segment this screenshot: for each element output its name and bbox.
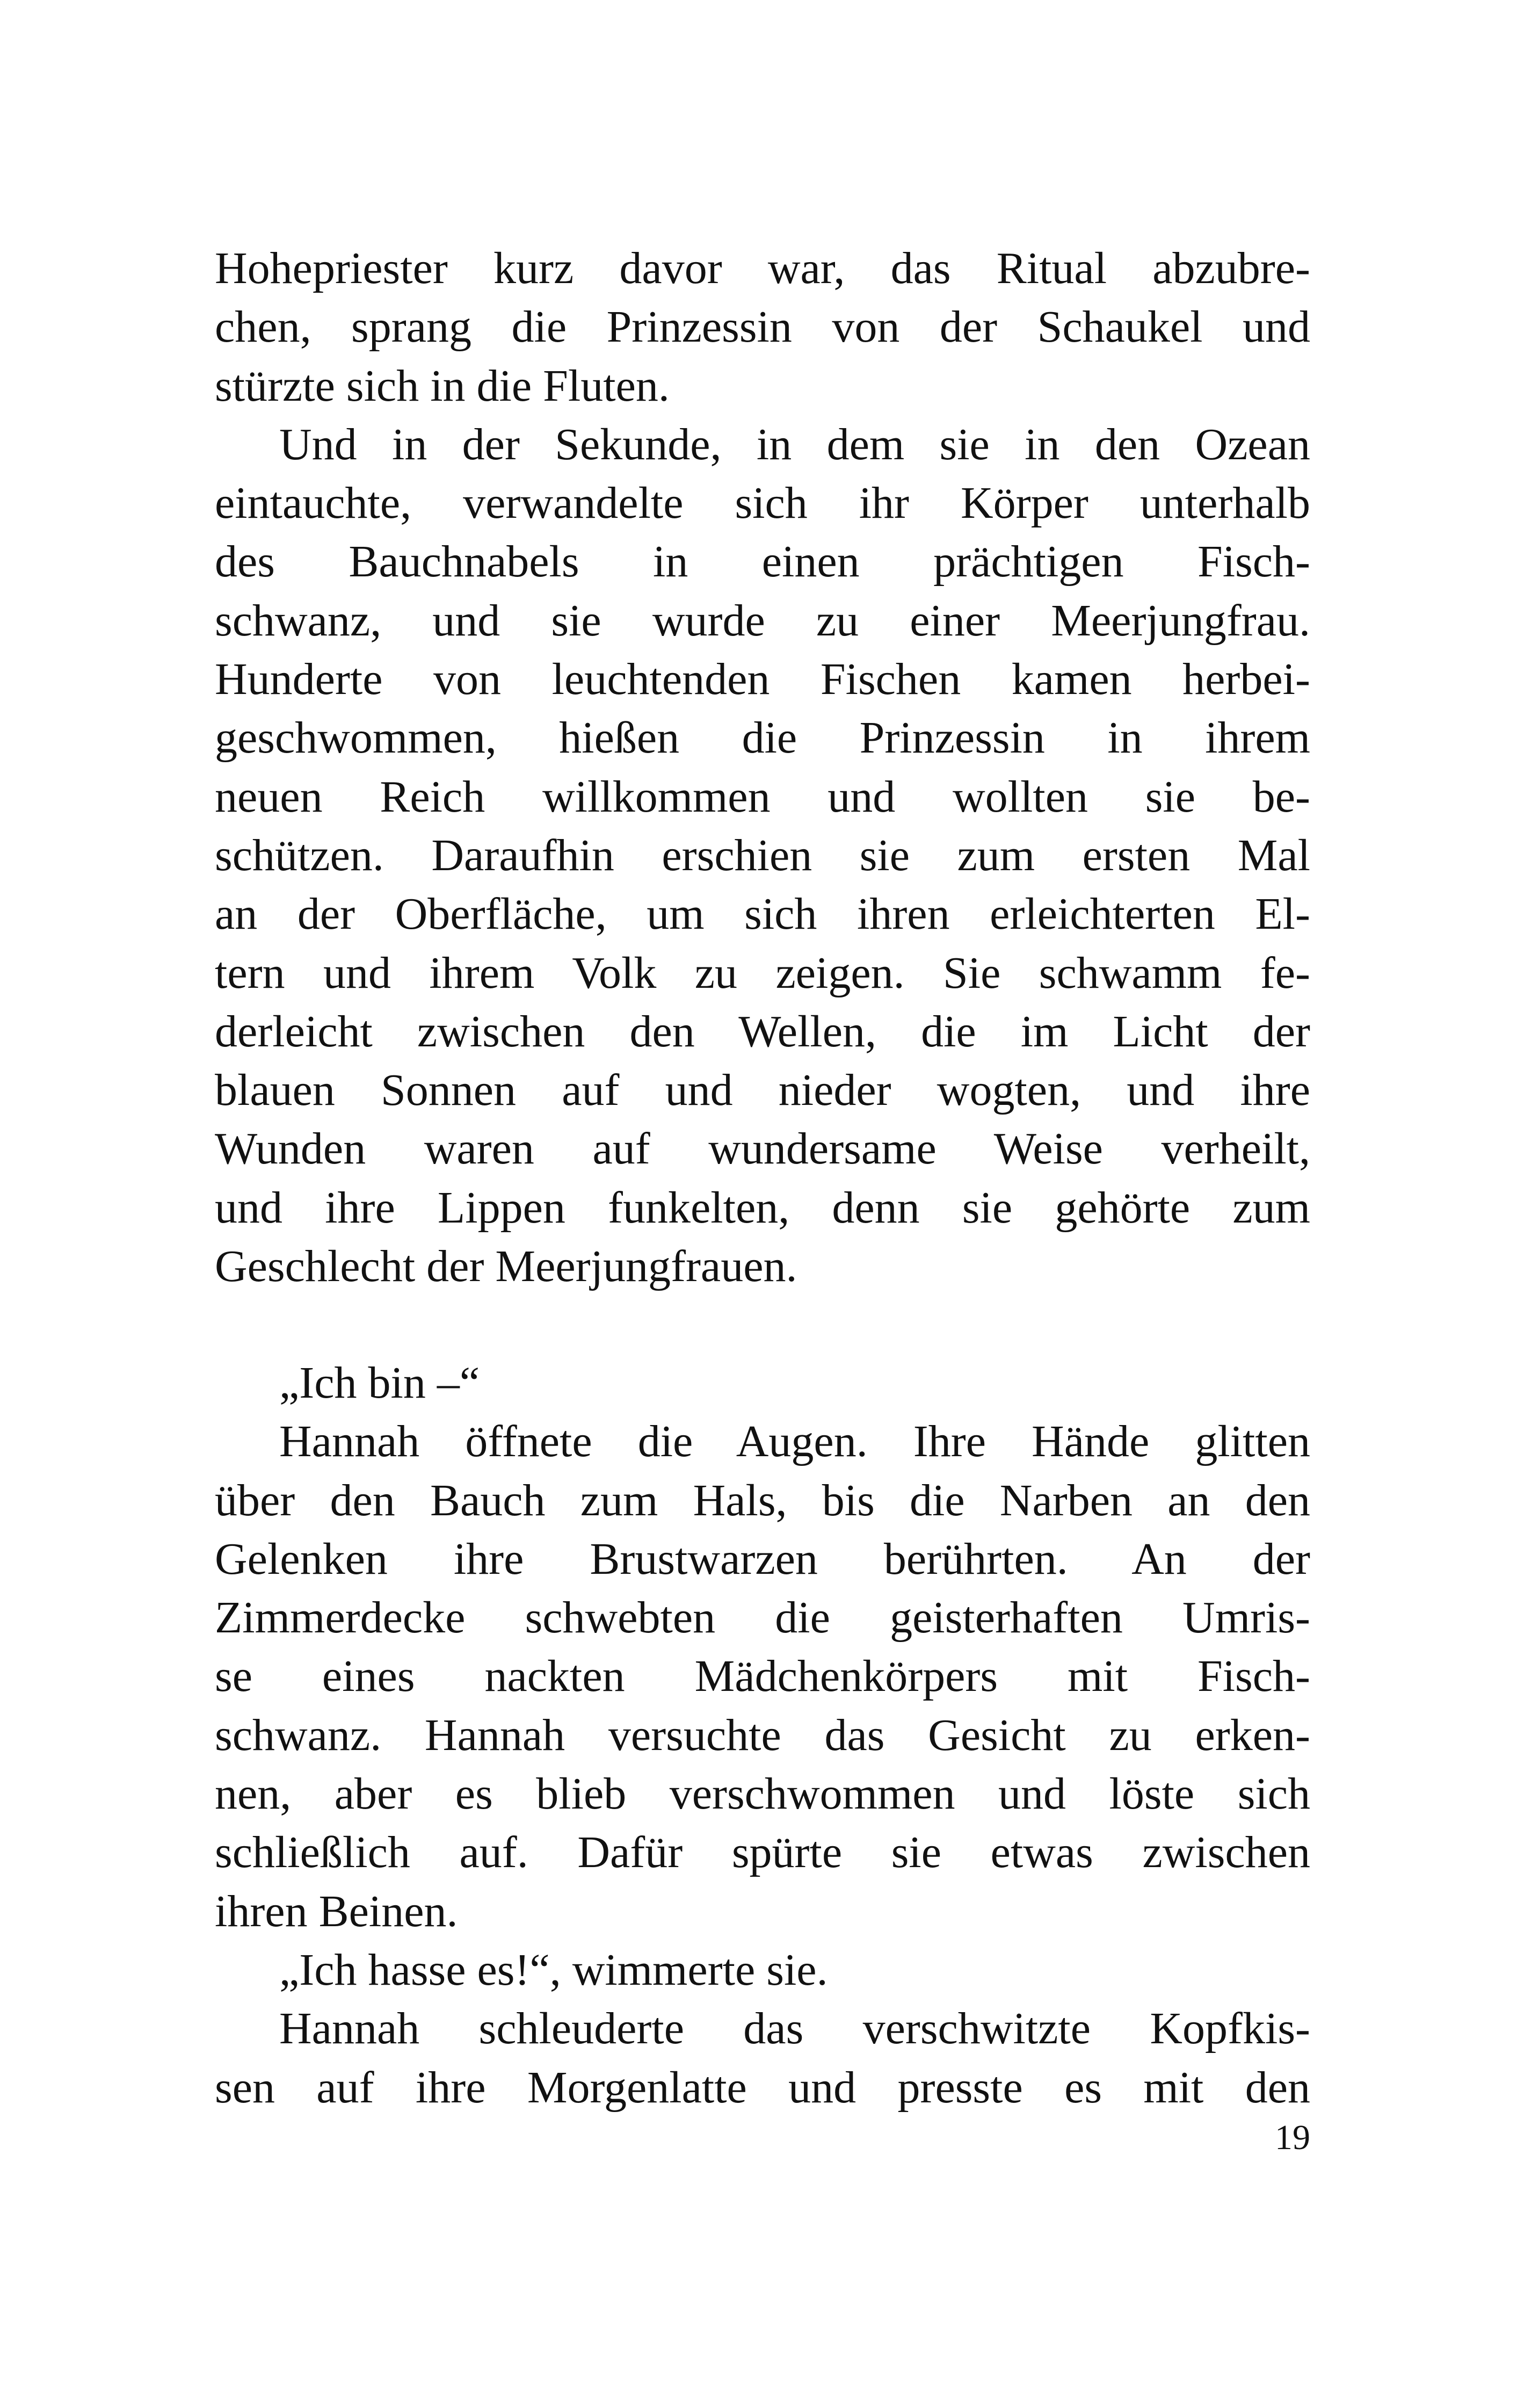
text-line: Geschlecht der Meerjungfrauen. xyxy=(215,1241,797,1292)
text-line: Wunden waren auf wundersame Weise verheilt, xyxy=(215,1124,1310,1174)
text-line: sen auf ihre Morgenlatte und presste es mit den xyxy=(215,2062,1310,2113)
text-line: stürzte sich in die Fluten. xyxy=(215,360,670,411)
text-line: „Ich hasse es!“, wimmerte sie. xyxy=(279,1944,828,1995)
text-block-lower xyxy=(215,1354,1310,2117)
text-line: Zimmerdecke schwebten die geisterhaften Umris- xyxy=(215,1593,1310,1643)
text-line: derleicht zwischen den Wellen, die im Licht der xyxy=(215,1006,1310,1057)
text-line: Hannah schleuderte das verschwitzte Kopfkis- xyxy=(279,2004,1310,2054)
text-line: schützen. Daraufhin erschien sie zum ersten Mal xyxy=(215,830,1310,880)
text-line: Hannah öffnete die Augen. Ihre Hände glitten xyxy=(279,1416,1310,1467)
text-line: blauen Sonnen auf und nieder wogten, und ihre xyxy=(215,1065,1310,1116)
text-block-upper xyxy=(215,239,1310,1296)
text-line: über den Bauch zum Hals, bis die Narben an den xyxy=(215,1475,1310,1525)
text-line: des Bauchnabels in einen prächtigen Fisch- xyxy=(215,537,1310,587)
text-line: geschwommen, hießen die Prinzessin in ihrem xyxy=(215,713,1310,763)
page-number: 19 xyxy=(1275,2118,1310,2157)
text-line: schwanz. Hannah versuchte das Gesicht zu erken- xyxy=(215,1710,1310,1760)
text-line: se eines nackten Mädchenkörpers mit Fisch- xyxy=(215,1651,1310,1702)
text-line: Hohepriester kurz davor war, das Ritual abzubre- xyxy=(215,243,1310,293)
text-line: Und in der Sekunde, in dem sie in den Ozean xyxy=(279,419,1310,469)
text-line: tern und ihrem Volk zu zeigen. Sie schwamm fe- xyxy=(215,948,1310,998)
text-line: Gelenken ihre Brustwarzen berührten. An der xyxy=(215,1534,1310,1584)
text-line: und ihre Lippen funkelten, denn sie gehörte zum xyxy=(215,1182,1310,1233)
text-line: ihren Beinen. xyxy=(215,1886,458,1936)
text-line: „Ich bin –“ xyxy=(279,1358,480,1408)
text-line: an der Oberfläche, um sich ihren erleichterten El- xyxy=(215,889,1310,939)
text-line: chen, sprang die Prinzessin von der Schaukel und xyxy=(215,302,1310,352)
text-line: neuen Reich willkommen und wollten sie be- xyxy=(215,771,1310,822)
text-line: schwanz, und sie wurde zu einer Meerjungfrau. xyxy=(215,595,1310,646)
text-line: nen, aber es blieb verschwommen und löste sich xyxy=(215,1769,1310,1819)
text-line: eintauchte, verwandelte sich ihr Körper unterhalb xyxy=(215,478,1310,529)
text-line: Hunderte von leuchtenden Fischen kamen herbei- xyxy=(215,654,1310,705)
text-line: schließlich auf. Dafür spürte sie etwas zwischen xyxy=(215,1827,1310,1878)
